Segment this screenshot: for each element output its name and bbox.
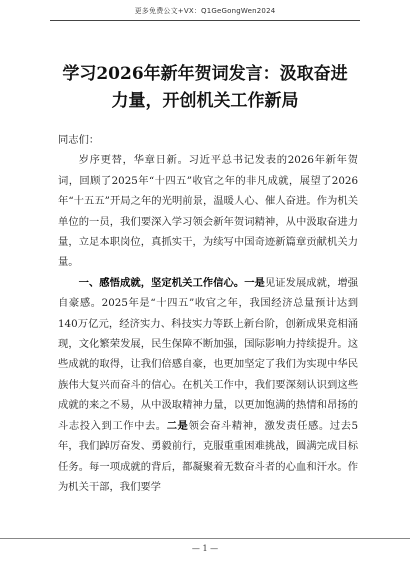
header-note: 更多免费公文+VX：Q1GeGongWen2024 [134, 7, 276, 15]
greeting: 同志们： [58, 134, 100, 146]
point-marker-2: 二是 [166, 419, 189, 432]
document-body [58, 130, 358, 497]
document-title: 学习2026年新年贺词发言：汲取奋进力量，开创机关工作新局 [62, 64, 348, 111]
paragraph-section-1 [58, 273, 358, 497]
point-text-2: 领会奋斗精神，激发责任感。过去5年，我们踔厉奋发、勇毅前行，克服重重困难挑战，圆满完成目标任务。每一项成就的背后，都凝聚着无数奋斗者的心血和汗水。作为机关干部，我们要学 [58, 419, 359, 493]
section-heading: 一、感悟成就，坚定机关工作信心。 [78, 276, 245, 289]
header-divider [50, 20, 360, 21]
page-number: — 1 — [191, 544, 219, 553]
paragraph-intro: 岁序更替，华章日新。习近平总书记发表的2026年新年贺词，回顾了2025年“十四五”收官之年的非凡成就，展望了2026年“十五五”开局之年的光明前景，温暖人心、催人奋进。作为机关单位的一员，我们要深入学习领会新年贺词精神，从中汲取奋进力量，立足本职岗位，真抓实干，为续写中国奇迹新篇章贡献机关力量。 [58, 154, 358, 269]
point-marker-1: 一是 [244, 276, 265, 289]
footer-divider [0, 538, 410, 539]
point-text-1: 见证发展成就，增强自豪感。2025年是“十四五”收官之年，我国经济总量预计达到140万亿元，经济实力、科技实力等跃上新台阶，创新成果竞相涌现，文化繁荣发展，民生保障不断加强，国际影响力持续提升。这些成就的取得，让我们倍感自豪，也更加坚定了我们为实现中华民族伟大复兴而奋斗的信心。在机关工作中，我们要深刻认识到这些成就的来之不易，从中汲取精神力量，以更加饱满的热情和昂扬的斗志投入到工作中去。 [58, 276, 359, 432]
